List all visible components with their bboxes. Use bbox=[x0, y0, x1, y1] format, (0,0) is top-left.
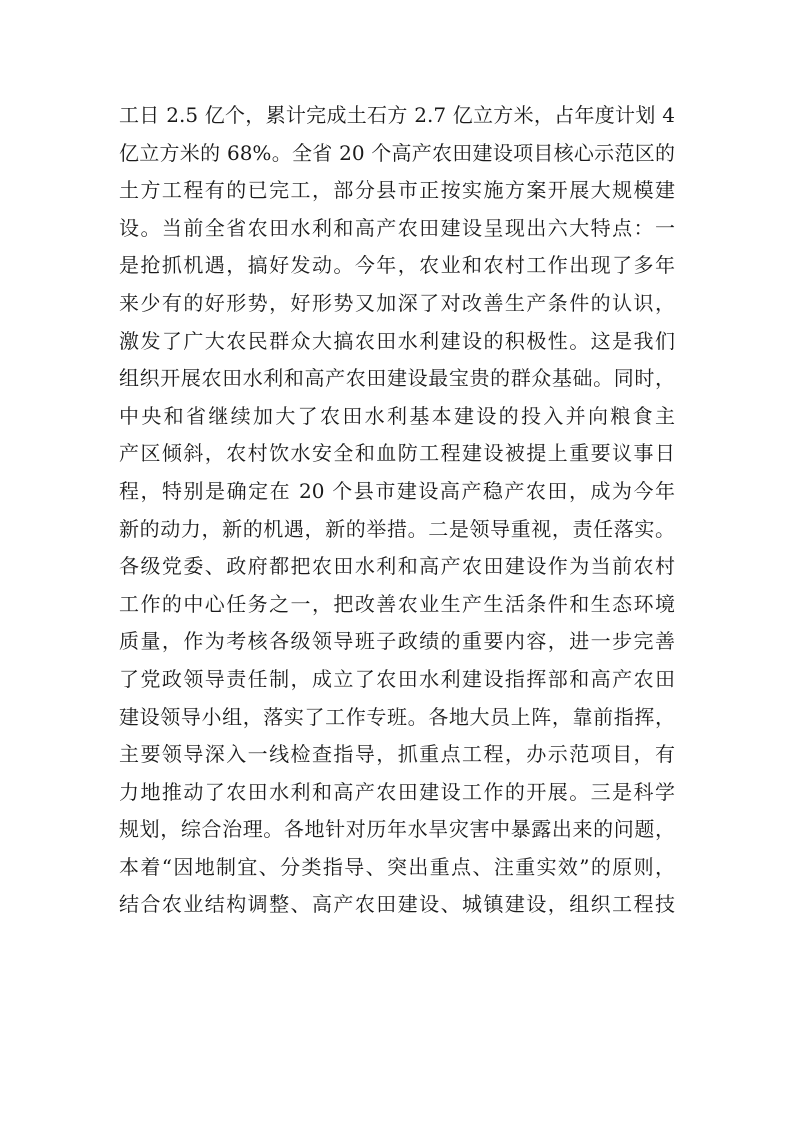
text-line: 新的动力，新的机遇，新的举措。二是领导重视，责任落实。 bbox=[119, 516, 675, 541]
text-line: 力地推动了农田水利和高产农田建设工作的开展。三是科学 bbox=[119, 779, 675, 804]
text-line: 工作的中心任务之一，把改善农业生产生活条件和生态环境 bbox=[119, 591, 675, 616]
text-line: 建设领导小组，落实了工作专班。各地大员上阵，靠前指挥， bbox=[119, 704, 675, 729]
text-line: 主要领导深入一线检查指导，抓重点工程，办示范项目，有 bbox=[119, 742, 675, 767]
text-line: 本着“因地制宜、分类指导、突出重点、注重实效”的原则， bbox=[119, 854, 675, 879]
text-line: 各级党委、政府都把农田水利和高产农田建设作为当前农村 bbox=[119, 554, 675, 579]
text-line: 激发了广大农民群众大搞农田水利建设的积极性。这是我们 bbox=[119, 328, 675, 353]
text-line: 程，特别是确定在 20 个县市建设高产稳产农田，成为今年 bbox=[119, 478, 675, 503]
body-paragraph bbox=[119, 97, 675, 924]
text-line: 组织开展农田水利和高产农田建设最宝贵的群众基础。同时， bbox=[119, 366, 675, 391]
text-line: 规划，综合治理。各地针对历年水旱灾害中暴露出来的问题， bbox=[119, 817, 675, 842]
text-line: 质量，作为考核各级领导班子政绩的重要内容，进一步完善 bbox=[119, 629, 675, 654]
text-line: 了党政领导责任制，成立了农田水利建设指挥部和高产农田 bbox=[119, 666, 675, 691]
text-line: 亿立方米的 68%。全省 20 个高产农田建设项目核心示范区的 bbox=[119, 140, 675, 165]
text-line: 中央和省继续加大了农田水利基本建设的投入并向粮食主 bbox=[119, 403, 675, 428]
text-line: 产区倾斜，农村饮水安全和血防工程建设被提上重要议事日 bbox=[119, 441, 675, 466]
text-line: 设。当前全省农田水利和高产农田建设呈现出六大特点：一 bbox=[119, 215, 675, 240]
text-line: 是抢抓机遇，搞好发动。今年，农业和农村工作出现了多年 bbox=[119, 253, 675, 278]
text-line: 土方工程有的已完工，部分县市正按实施方案开展大规模建 bbox=[119, 178, 675, 203]
text-line: 来少有的好形势，好形势又加深了对改善生产条件的认识， bbox=[119, 290, 675, 315]
text-line: 工日 2.5 亿个，累计完成土石方 2.7 亿立方米，占年度计划 4 bbox=[119, 103, 675, 127]
text-line: 结合农业结构调整、高产农田建设、城镇建设，组织工程技 bbox=[119, 892, 675, 917]
